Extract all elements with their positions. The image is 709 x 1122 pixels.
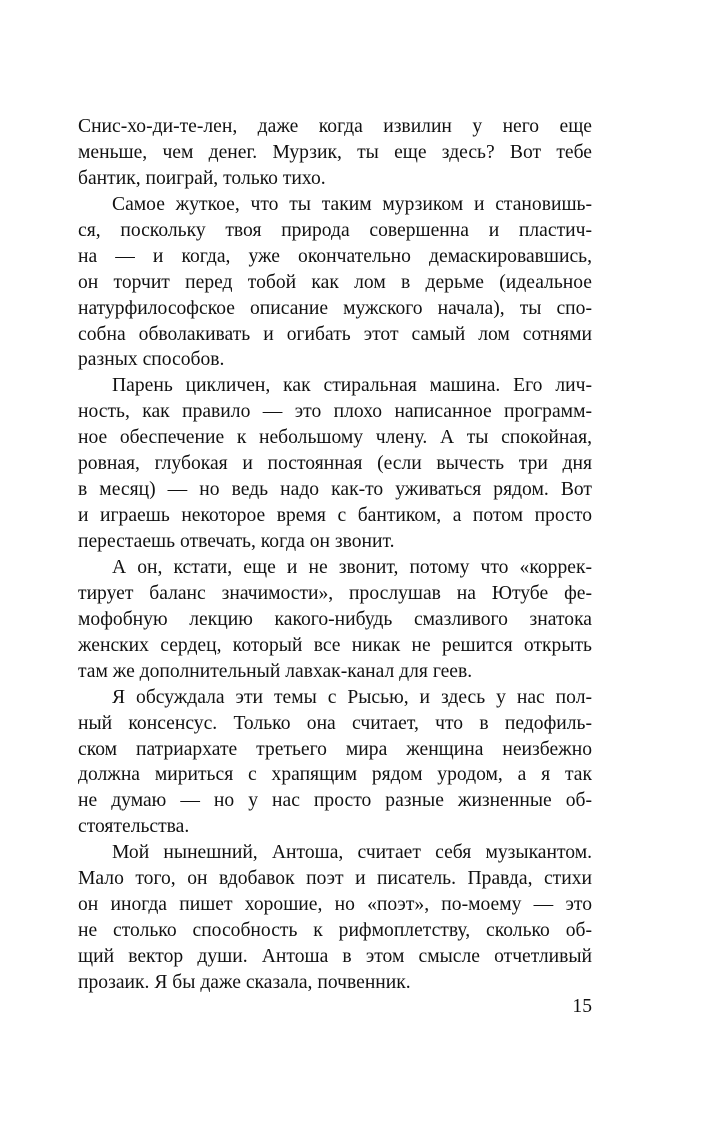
text-line: А он, кстати, еще и не звонит, потому что «коррек-	[112, 556, 592, 578]
text-line: ском патриархате третьего мира женщина неизбежно	[78, 738, 592, 760]
text-line: натурфилософское описание мужского начала), ты спо-	[78, 297, 592, 319]
text-line: ный консенсус. Только она считает, что в педофиль-	[78, 712, 592, 734]
paragraph-3	[78, 373, 592, 555]
text-line: он иногда пишет хорошие, но «поэт», по-моему — это	[78, 894, 592, 916]
text-line: женских сердец, который все никак не решится открыть	[78, 634, 592, 656]
text-line: разных способов.	[78, 349, 225, 371]
text-line: в месяц) — но ведь надо как-то уживаться рядом. Вот	[78, 479, 592, 501]
text-line: ся, поскольку твоя природа совершенна и пластич-	[78, 219, 592, 241]
text-line: и играешь некоторое время с бантиком, а потом просто	[78, 505, 592, 527]
text-line: там же дополнительный лавхак-канал для геев.	[78, 660, 473, 682]
text-line: меньше, чем денег. Мурзик, ты еще здесь? Вот тебе	[78, 141, 592, 163]
text-line: бантик, поиграй, только тихо.	[78, 167, 326, 189]
text-line: он торчит перед тобой как лом в дерьме (идеальное	[78, 271, 592, 293]
text-line: прозаик. Я бы даже сказала, почвенник.	[78, 971, 411, 993]
page-number: 15	[572, 996, 592, 1017]
text-line: ность, как правило — это плохо написанное программ-	[78, 401, 592, 423]
paragraph-5	[78, 685, 592, 841]
text-line: ное обеспечение к небольшому члену. А ты спокойная,	[78, 427, 592, 449]
text-line: не думаю — но у нас просто разные жизненные об-	[78, 790, 592, 812]
text-line: Мало того, он вдобавок поэт и писатель. Правда, стихи	[78, 868, 592, 890]
text-line: Самое жуткое, что ты таким мурзиком и становишь-	[112, 193, 592, 215]
text-line: Парень цикличен, как стиральная машина. Его лич-	[112, 375, 592, 397]
text-line: тирует баланс значимости», прослушав на Ютубе фе-	[78, 582, 592, 604]
text-line: на — и когда, уже окончательно демаскировавшись,	[78, 245, 592, 267]
page-text	[78, 114, 592, 996]
text-line: собна обволакивать и огибать этот самый лом сотнями	[78, 323, 592, 345]
text-line: мофобную лекцию какого-нибудь смазливого знатока	[78, 608, 592, 630]
text-line: Снис-хо-ди-те-лен, даже когда извилин у него еще	[78, 116, 592, 137]
text-line: стоятельства.	[78, 816, 190, 838]
text-line: щий вектор души. Антоша в этом смысле отчетливый	[78, 946, 592, 967]
paragraph-6	[78, 840, 592, 996]
text-line: Я обсуждала эти темы с Рысью, и здесь у нас пол-	[112, 686, 592, 708]
paragraph-4	[78, 555, 592, 685]
paragraph-2	[78, 192, 592, 374]
text-line: не столько способность к рифмоплетству, сколько об-	[78, 920, 592, 942]
text-line: ровная, глубокая и постоянная (если вычесть три дня	[78, 453, 592, 475]
text-line: должна мириться с храпящим рядом уродом, а я так	[78, 764, 592, 786]
text-line: Мой нынешний, Антоша, считает себя музыкантом.	[112, 842, 592, 864]
text-line: перестаешь отвечать, когда он звонит.	[78, 531, 395, 552]
paragraph-1	[78, 114, 592, 192]
